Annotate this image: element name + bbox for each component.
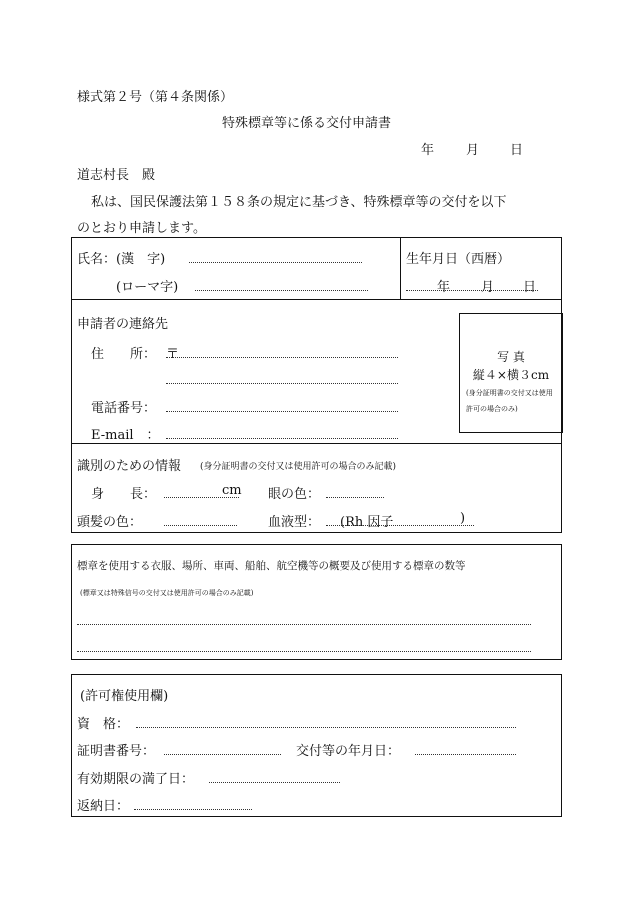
form-number: 様式第２号（第４条関係） [77,90,234,105]
expiry-date-field[interactable] [209,782,340,783]
address-label: 住 所： [91,347,157,362]
qualification-label: 資 格： [77,717,130,732]
address-field-1[interactable] [166,357,398,358]
height-unit: cm [222,483,242,498]
name-kanji-field[interactable] [189,262,362,263]
rh-factor-close: ) [460,511,466,526]
photo-note-1: (身分証明書の交付又は使用 [466,389,553,397]
authority-section-label: (許可権使用欄) [80,689,169,704]
name-roman-field[interactable] [195,290,368,291]
identification-section-label: 識別のための情報 [77,459,182,474]
usage-field-1[interactable] [77,624,531,625]
certificate-number-field[interactable] [164,754,281,755]
statement-line-1: 私は、国民保護法第１５８条の規定に基づき、特殊標章等の交付を以下 [91,195,507,210]
height-label: 身 長： [91,487,157,502]
qualification-field[interactable] [136,727,516,728]
birth-day-label: 日 [523,280,537,295]
usage-note: (標章又は特殊信号の交付又は使用許可の場合のみ記載) [80,589,254,597]
expiry-date-label: 有効期限の満了日： [77,772,195,787]
birth-date-field[interactable] [406,290,538,291]
photo-note-2: 許可の場合のみ) [466,405,518,413]
photo-size-label: 縦４×横３cm [472,368,550,382]
eye-color-field[interactable] [326,497,384,498]
form-title: 特殊標章等に係る交付申請書 [222,116,392,131]
return-date-label: 返納日： [77,799,130,814]
issue-date-label: 交付等の年月日： [296,744,401,759]
usage-description: 標章を使用する衣服、場所、車両、船舶、航空機等の概要及び使用する標章の数等 [77,560,466,572]
issue-date-field[interactable] [415,754,516,755]
date-day-label: 日 [510,143,524,158]
hair-color-field[interactable] [164,525,237,526]
certificate-number-label: 証明書番号： [77,744,156,759]
birth-date-label: 生年月日（西暦） [406,252,511,267]
statement-line-2: のとおり申請します。 [77,221,206,236]
eye-color-label: 眼の色： [268,487,321,502]
name-kanji-label: 氏名：(漢 字) [77,252,166,267]
postal-mark: 〒 [166,347,180,362]
address-field-2[interactable] [166,383,398,384]
addressee: 道志村長 殿 [77,168,156,183]
rh-factor-label: (Rh 因子 [340,515,394,530]
usage-field-2[interactable] [77,651,531,652]
birth-month-label: 月 [481,280,495,295]
name-roman-label: (ローマ字) [116,280,179,295]
phone-field[interactable] [166,411,398,412]
email-label: E-mail ： [91,428,160,443]
date-year-label: 年 [421,143,435,158]
return-date-field[interactable] [134,809,252,810]
identification-section-note: (身分証明書の交付又は使用許可の場合のみ記載) [200,462,397,472]
contact-section-label: 申請者の連絡先 [77,317,169,332]
phone-label: 電話番号： [91,401,157,416]
date-month-label: 月 [466,143,480,158]
birth-year-label: 年 [437,280,451,295]
blood-type-label: 血液型： [268,515,321,530]
hair-color-label: 頭髪の色： [77,515,143,530]
email-field[interactable] [166,438,398,439]
photo-label: 写 真 [497,350,525,364]
